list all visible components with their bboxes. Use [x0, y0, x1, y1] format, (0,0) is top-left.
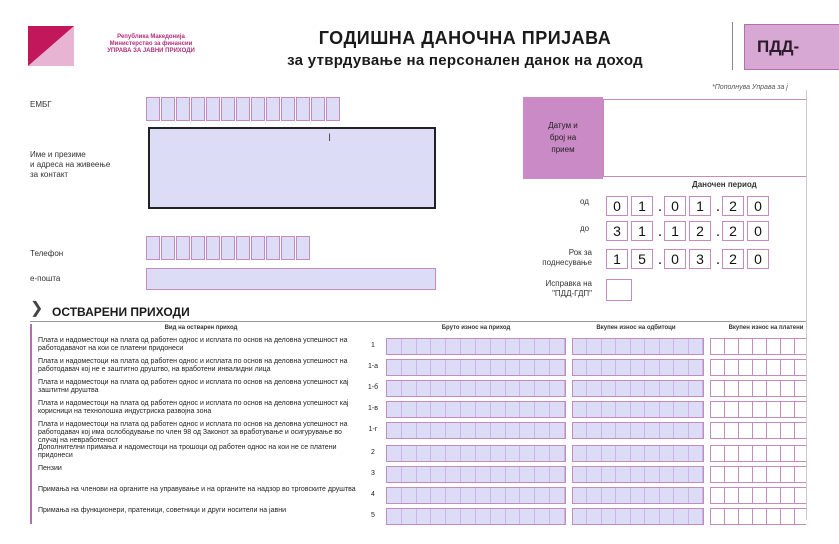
phone-cell[interactable] — [296, 236, 310, 260]
date-digit[interactable]: 5 — [631, 249, 653, 269]
embg-cell[interactable] — [296, 97, 310, 121]
phone-cell[interactable] — [161, 236, 175, 260]
embg-cell[interactable] — [236, 97, 250, 121]
col-header-deductions: Вкупен износ на одбитоци — [596, 325, 676, 331]
amount-input[interactable] — [710, 487, 810, 504]
page-edge-line — [806, 90, 807, 520]
phone-cell[interactable] — [146, 236, 160, 260]
amount-input[interactable] — [386, 422, 566, 439]
email-input[interactable] — [146, 268, 436, 290]
form-subtitle: за утврдување на персонален данок на доход — [287, 52, 643, 69]
form-title: ГОДИШНА ДАНОЧНА ПРИЈАВА — [318, 28, 612, 48]
date-digit[interactable]: 2 — [689, 221, 711, 241]
section-title: ОСТВАРЕНИ ПРИХОДИ — [52, 305, 190, 319]
date-digit[interactable]: 0 — [747, 196, 769, 216]
separator: . — [715, 198, 721, 215]
income-row-text: Плата и надоместоци на плата од работен однос и исплата по основ на деловна успешност на работодавач кој не е заштитно друштво, на вработени инвалидни лица — [38, 358, 348, 373]
logo-icon — [28, 26, 74, 66]
date-digit[interactable]: 2 — [722, 249, 744, 269]
amount-input[interactable] — [710, 380, 810, 397]
separator: . — [657, 251, 663, 268]
date-digit[interactable]: 1 — [606, 249, 628, 269]
income-row-number: 1-в — [368, 405, 378, 412]
embg-label: ЕМБГ — [30, 100, 52, 109]
form-code-box — [744, 24, 839, 70]
amount-input[interactable] — [710, 338, 810, 355]
income-row-text: Плата и надоместоци на плата од работен однос и исплата по основ на деловна успешност на работодавач кој има ослободување по член 98 од Законот за вработување и осигурување во случај на невработеност — [38, 421, 348, 444]
col-header-gross: Бруто износ на приход — [441, 325, 511, 331]
date-digit[interactable]: 0 — [664, 249, 686, 269]
amount-input[interactable] — [386, 338, 566, 355]
date-digit[interactable]: 2 — [722, 221, 744, 241]
embg-cell[interactable] — [161, 97, 175, 121]
amount-input[interactable] — [572, 338, 704, 355]
amount-input[interactable] — [572, 422, 704, 439]
income-row-number: 5 — [371, 512, 375, 519]
income-row-text: Плата и надоместоци на плата од работен однос и исплата по основ на деловна успешност на работодавачот на кои се платени придонеси — [38, 337, 348, 352]
date-digit[interactable]: 0 — [606, 196, 628, 216]
income-row-text: Дополнителни примања и надоместоци на трошоци од работен однос на кои не се платени придонеси — [38, 444, 337, 459]
income-row-number: 2 — [371, 449, 375, 456]
date-digit[interactable]: 0 — [747, 221, 769, 241]
income-row-text: Пензии — [38, 465, 62, 472]
form-code: ПДД- — [757, 37, 800, 56]
date-digit[interactable]: 3 — [689, 249, 711, 269]
amount-input[interactable] — [572, 401, 704, 418]
amount-input[interactable] — [572, 445, 704, 462]
amount-input[interactable] — [386, 359, 566, 376]
amount-input[interactable] — [572, 487, 704, 504]
amount-input[interactable] — [386, 445, 566, 462]
date-digit[interactable]: 0 — [664, 196, 686, 216]
amount-input[interactable] — [710, 466, 810, 483]
income-row-number: 1 — [371, 342, 375, 349]
section-rule — [30, 321, 810, 322]
org-line: УПРАВА ЗА ЈАВНИ ПРИХОДИ — [107, 48, 195, 54]
amount-input[interactable] — [710, 422, 810, 439]
email-label: е-пошта — [30, 274, 61, 283]
amount-input[interactable] — [710, 359, 810, 376]
date-digit[interactable]: 3 — [606, 221, 628, 241]
phone-field[interactable] — [146, 236, 311, 260]
amount-input[interactable] — [386, 466, 566, 483]
org-line: Република Македонија — [117, 34, 185, 40]
income-row-number: 3 — [371, 470, 375, 477]
correction-label: Исправка на "ПДД-ГДП" — [545, 279, 592, 298]
tax-period-label: Даночен период — [692, 180, 757, 189]
col-header-paid: Вкупен износ на платени — [728, 325, 804, 331]
amount-input[interactable] — [572, 380, 704, 397]
correction-checkbox[interactable] — [606, 279, 632, 301]
table-left-border — [30, 324, 32, 524]
section-arrow-icon: ❯ — [30, 300, 44, 317]
phone-label: Телефон — [30, 249, 64, 258]
date-digit[interactable]: 1 — [631, 221, 653, 241]
separator: . — [657, 223, 663, 240]
amount-input[interactable] — [572, 466, 704, 483]
divider — [732, 22, 733, 70]
separator: . — [657, 198, 663, 215]
date-digit[interactable]: 2 — [722, 196, 744, 216]
receipt-label: Датум и број на прием — [548, 121, 578, 154]
embg-cell[interactable] — [206, 97, 220, 121]
amount-input[interactable] — [710, 445, 810, 462]
to-date-field[interactable] — [606, 221, 772, 243]
phone-cell[interactable] — [191, 236, 205, 260]
income-row-number: 4 — [371, 491, 375, 498]
phone-cell[interactable] — [176, 236, 190, 260]
embg-cell[interactable] — [266, 97, 280, 121]
organization-name — [96, 34, 206, 55]
from-date-field[interactable] — [606, 196, 772, 218]
embg-cell[interactable] — [176, 97, 190, 121]
separator: . — [715, 223, 721, 240]
name-address-label: Име и презиме и адреса на живеење за контакт — [30, 150, 111, 179]
income-row-text: Плата и надоместоци на плата од работен однос и исплата по основ на деловна успешност кај заштитни друштва — [38, 379, 349, 394]
embg-cell[interactable] — [281, 97, 295, 121]
page-edge — [806, 90, 839, 544]
amount-input[interactable] — [710, 401, 810, 418]
embg-cell[interactable] — [191, 97, 205, 121]
deadline-label: Рок за поднесување — [542, 248, 592, 267]
amount-input[interactable] — [572, 508, 704, 525]
amount-input[interactable] — [386, 487, 566, 504]
date-digit[interactable]: 1 — [664, 221, 686, 241]
org-line: Министерство за финансии — [109, 41, 193, 47]
phone-cell[interactable] — [206, 236, 220, 260]
phone-cell[interactable] — [266, 236, 280, 260]
text-cursor-icon: I — [328, 132, 332, 144]
deadline-date-field[interactable] — [606, 249, 772, 271]
amount-input[interactable] — [386, 508, 566, 525]
date-digit[interactable]: 0 — [747, 249, 769, 269]
embg-cell[interactable] — [326, 97, 340, 121]
income-row-text: Плата и надоместоци на плата од работен однос и исплата по основ на деловна успешност кај корисници на технолошка индустриска развојна зона — [38, 400, 349, 415]
amount-input[interactable] — [386, 401, 566, 418]
from-label: од — [580, 197, 589, 206]
embg-cell[interactable] — [146, 97, 160, 121]
amount-input[interactable] — [572, 359, 704, 376]
income-row-number: 1-а — [367, 363, 379, 370]
income-row-text: Примања на функционери, пратеници, советници и други носители на јавни — [38, 507, 286, 514]
to-label: до — [580, 224, 590, 233]
income-row-text: Примања на членови на органите на управување и на органите на надзор во трговските друштва — [38, 486, 356, 493]
office-use-note: *Пополнува Управа за ј — [712, 84, 788, 91]
embg-cell[interactable] — [221, 97, 235, 121]
phone-cell[interactable] — [236, 236, 250, 260]
income-row-number: 1-г — [368, 426, 378, 433]
amount-input[interactable] — [386, 380, 566, 397]
phone-cell[interactable] — [281, 236, 295, 260]
separator: . — [715, 251, 721, 268]
col-header-type: Вид на остварен приход — [164, 325, 238, 331]
receipt-input[interactable] — [603, 99, 813, 177]
name-address-input[interactable] — [148, 127, 436, 209]
embg-cell[interactable] — [311, 97, 325, 121]
phone-cell[interactable] — [251, 236, 265, 260]
embg-cell[interactable] — [251, 97, 265, 121]
phone-cell[interactable] — [221, 236, 235, 260]
date-digit[interactable]: 1 — [631, 196, 653, 216]
income-row-number: 1-б — [367, 384, 379, 391]
date-digit[interactable]: 1 — [689, 196, 711, 216]
amount-input[interactable] — [710, 508, 810, 525]
embg-field[interactable] — [146, 97, 341, 121]
